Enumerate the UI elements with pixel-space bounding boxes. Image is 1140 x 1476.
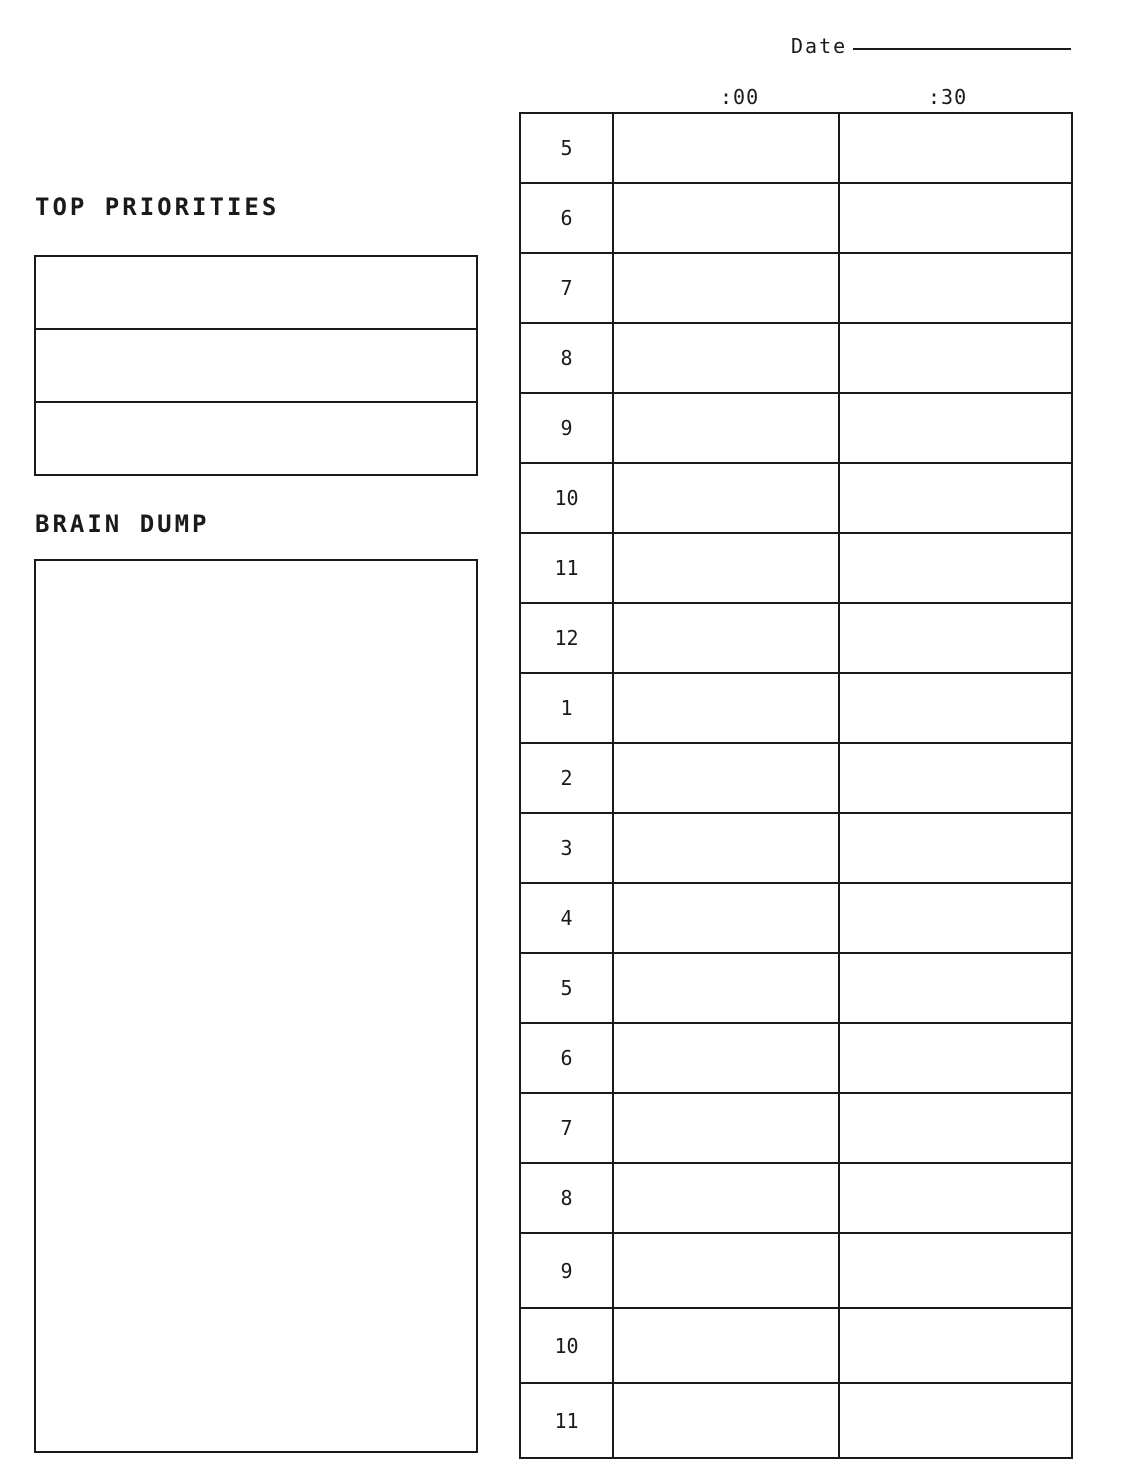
schedule-row bbox=[521, 1234, 1071, 1309]
date-label: Date bbox=[791, 34, 848, 58]
slot-30[interactable] bbox=[840, 534, 1071, 602]
hour-label: 12 bbox=[521, 604, 614, 672]
slot-30[interactable] bbox=[840, 954, 1071, 1022]
schedule-row bbox=[521, 884, 1071, 954]
hour-label: 5 bbox=[521, 114, 614, 182]
hour-label: 3 bbox=[521, 814, 614, 882]
slot-00[interactable] bbox=[614, 1234, 840, 1307]
slot-00[interactable] bbox=[614, 184, 840, 252]
slot-00[interactable] bbox=[614, 884, 840, 952]
slot-30[interactable] bbox=[840, 884, 1071, 952]
brain-dump-box[interactable] bbox=[34, 559, 478, 1453]
hour-label: 7 bbox=[521, 254, 614, 322]
schedule-row bbox=[521, 534, 1071, 604]
slot-30[interactable] bbox=[840, 254, 1071, 322]
schedule-row bbox=[521, 254, 1071, 324]
slot-30[interactable] bbox=[840, 674, 1071, 742]
slot-00[interactable] bbox=[614, 394, 840, 462]
slot-00[interactable] bbox=[614, 1384, 840, 1457]
schedule-row bbox=[521, 1309, 1071, 1384]
slot-00[interactable] bbox=[614, 534, 840, 602]
slot-00[interactable] bbox=[614, 114, 840, 182]
slot-30[interactable] bbox=[840, 114, 1071, 182]
hour-label: 6 bbox=[521, 184, 614, 252]
hour-label: 8 bbox=[521, 324, 614, 392]
slot-30[interactable] bbox=[840, 184, 1071, 252]
hour-label: 9 bbox=[521, 394, 614, 462]
slot-00[interactable] bbox=[614, 254, 840, 322]
slot-30[interactable] bbox=[840, 324, 1071, 392]
slot-00[interactable] bbox=[614, 744, 840, 812]
priority-row-2[interactable] bbox=[36, 330, 476, 403]
schedule-row bbox=[521, 464, 1071, 534]
slot-00[interactable] bbox=[614, 604, 840, 672]
schedule-row bbox=[521, 114, 1071, 184]
hour-label: 10 bbox=[521, 464, 614, 532]
top-priorities-title: TOP PRIORITIES bbox=[35, 193, 280, 221]
hour-label: 5 bbox=[521, 954, 614, 1022]
hour-label: 2 bbox=[521, 744, 614, 812]
schedule-row bbox=[521, 184, 1071, 254]
hour-label: 11 bbox=[521, 534, 614, 602]
slot-30[interactable] bbox=[840, 744, 1071, 812]
slot-30[interactable] bbox=[840, 394, 1071, 462]
hourly-schedule bbox=[519, 112, 1073, 1459]
slot-30[interactable] bbox=[840, 464, 1071, 532]
hour-label: 7 bbox=[521, 1094, 614, 1162]
hour-label: 11 bbox=[521, 1384, 614, 1457]
schedule-row bbox=[521, 674, 1071, 744]
priority-row-1[interactable] bbox=[36, 257, 476, 330]
slot-30[interactable] bbox=[840, 1309, 1071, 1382]
slot-00[interactable] bbox=[614, 1309, 840, 1382]
slot-30[interactable] bbox=[840, 1164, 1071, 1232]
slot-30[interactable] bbox=[840, 1384, 1071, 1457]
slot-00[interactable] bbox=[614, 954, 840, 1022]
slot-00[interactable] bbox=[614, 814, 840, 882]
schedule-row bbox=[521, 1164, 1071, 1234]
priorities-box bbox=[34, 255, 478, 476]
column-header-00: :00 bbox=[720, 85, 760, 109]
slot-00[interactable] bbox=[614, 324, 840, 392]
schedule-row bbox=[521, 744, 1071, 814]
slot-00[interactable] bbox=[614, 1094, 840, 1162]
slot-30[interactable] bbox=[840, 814, 1071, 882]
slot-00[interactable] bbox=[614, 464, 840, 532]
schedule-row bbox=[521, 324, 1071, 394]
slot-30[interactable] bbox=[840, 1234, 1071, 1307]
date-line[interactable] bbox=[853, 48, 1071, 50]
hour-label: 1 bbox=[521, 674, 614, 742]
slot-30[interactable] bbox=[840, 604, 1071, 672]
schedule-row bbox=[521, 1384, 1071, 1459]
brain-dump-title: BRAIN DUMP bbox=[35, 510, 210, 538]
column-header-30: :30 bbox=[928, 85, 968, 109]
slot-00[interactable] bbox=[614, 674, 840, 742]
hour-label: 10 bbox=[521, 1309, 614, 1382]
slot-30[interactable] bbox=[840, 1024, 1071, 1092]
hour-label: 6 bbox=[521, 1024, 614, 1092]
hour-label: 9 bbox=[521, 1234, 614, 1307]
slot-00[interactable] bbox=[614, 1024, 840, 1092]
schedule-row bbox=[521, 1024, 1071, 1094]
slot-30[interactable] bbox=[840, 1094, 1071, 1162]
schedule-row bbox=[521, 1094, 1071, 1164]
slot-00[interactable] bbox=[614, 1164, 840, 1232]
schedule-row bbox=[521, 394, 1071, 464]
hour-label: 8 bbox=[521, 1164, 614, 1232]
schedule-row bbox=[521, 814, 1071, 884]
schedule-row bbox=[521, 604, 1071, 674]
hour-label: 4 bbox=[521, 884, 614, 952]
priority-row-3[interactable] bbox=[36, 403, 476, 474]
schedule-row bbox=[521, 954, 1071, 1024]
